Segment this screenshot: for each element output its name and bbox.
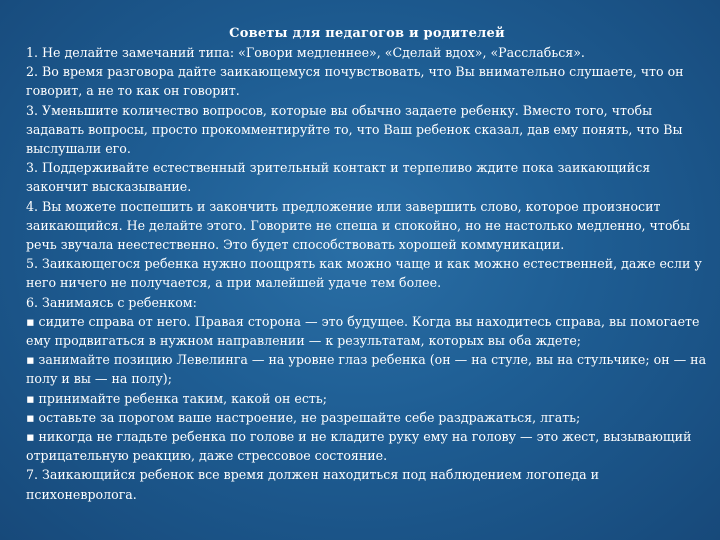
tip-4: 4. Вы можете поспешить и закончить предложение или завершить слово, которое произносит заикающийся. Не делайте этого. Говорите не спеша и спокойно, но не настолько медленно, чтобы речь звучала неестественно. Это будет способствовать хорошей коммуникации. bbox=[26, 198, 691, 253]
tip-6-bullet-1: ▪ сидите справа от него. Правая сторона — это будущее. Когда вы находитесь справа, вы помогаете ему продвигаться в нужном направлении — к результатам, которых вы оба ждете; bbox=[26, 313, 700, 349]
tip-6-bullet-2: ▪ занимайте позицию Левелинга — на уровне глаз ребенка (он — на стуле, вы на стульчике; он — на полу и вы — на полу); bbox=[26, 352, 707, 387]
tip-3b: 3. Поддерживайте естественный зрительный контакт и терпеливо ждите пока заикающийся закончит высказывание. bbox=[26, 160, 651, 195]
tip-5: 5. Заикающегося ребенка нужно поощрять как можно чаще и как можно естественней, даже если у него ничего не получается, а при малейшей удаче тем более. bbox=[26, 256, 702, 291]
tip-1: 1. Не делайте замечаний типа: «Говори медленнее», «Сделай вдох», «Расслабься». bbox=[26, 45, 585, 60]
tip-6-bullet-5: ▪ никогда не гладьте ребенка по голове и не кладите руку ему на голову — это жест, вызывающий отрицательную реакцию, даже стрессовое состояние. bbox=[26, 429, 692, 464]
tip-2: 2. Во время разговора дайте заикающемуся почувствовать, что Вы внимательно слушаете, что он говорит, а не то как он говорит. bbox=[26, 64, 684, 99]
tip-6-bullet-3: ▪ принимайте ребенка таким, какой он есть; bbox=[26, 390, 327, 406]
tip-6-bullet-4: ▪ оставьте за порогом ваше настроение, не разрешайте себе раздражаться, лгать; bbox=[26, 409, 581, 425]
tip-3: 3. Уменьшите количество вопросов, которые вы обычно задаете ребенку. Вместо того, чтобы задавать вопросы, просто прокомментируйте то, что Ваш ребенок сказал, дав ему понять, что Вы выслушали его. bbox=[26, 102, 683, 157]
tip-6: 6. Занимаясь с ребенком: bbox=[26, 294, 197, 310]
slide-body bbox=[26, 43, 708, 504]
slide-title: Советы для педагогов и родителей bbox=[229, 26, 505, 41]
tip-7: 7. Заикающийся ребенок все время должен находиться под наблюдением логопеда и психоневролога. bbox=[26, 467, 599, 502]
